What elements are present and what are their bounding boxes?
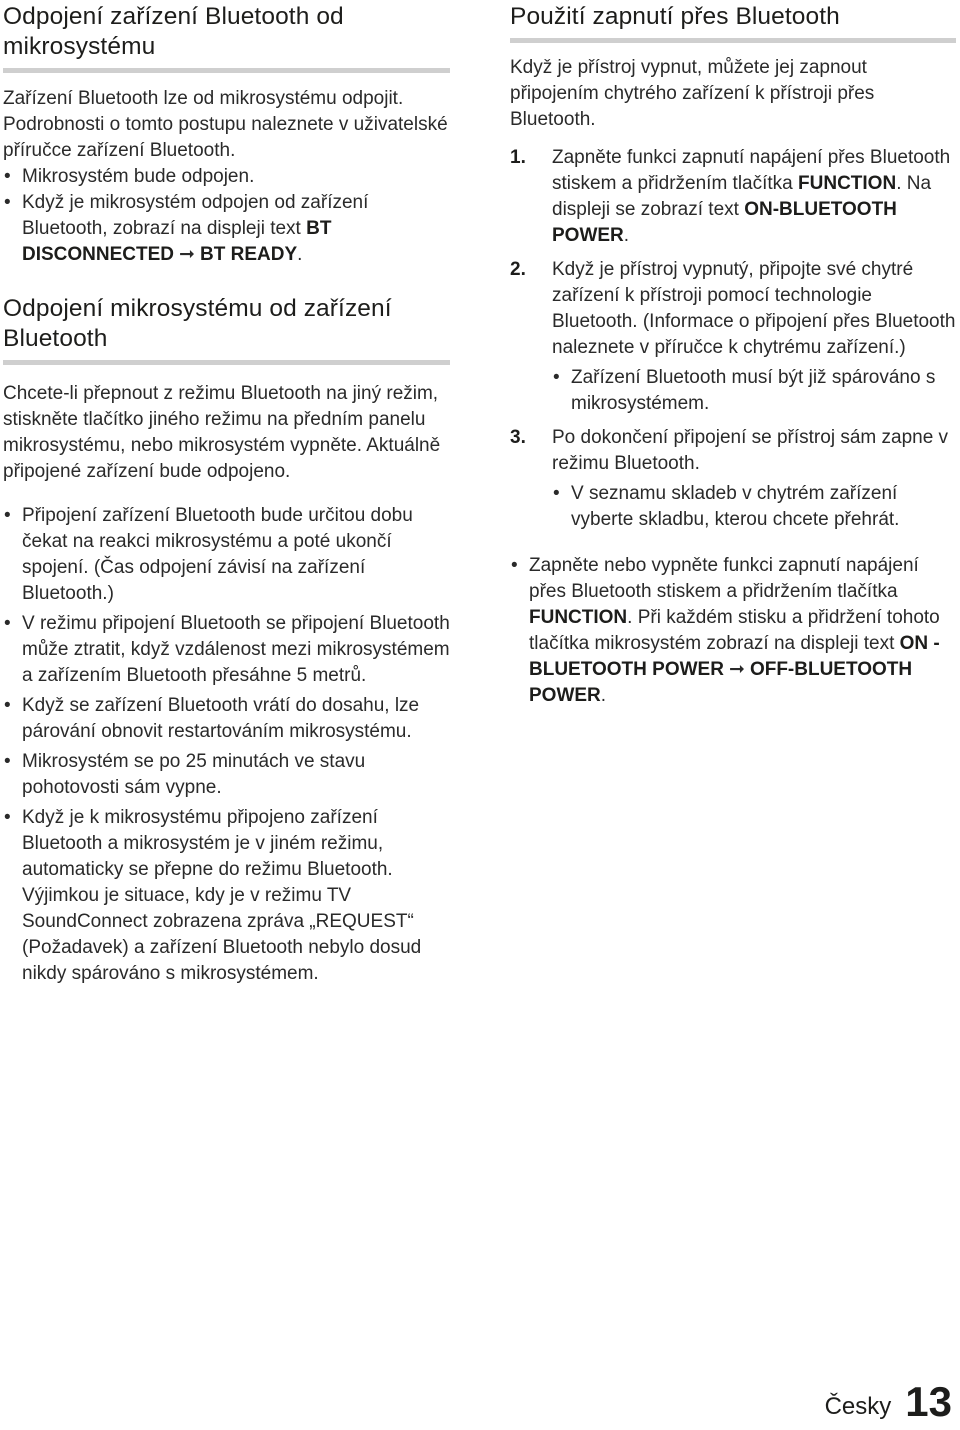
page-number: 13 [905,1378,952,1425]
bullet-icon: • [4,807,11,828]
section-intro: Chcete-li přepnout z režimu Bluetooth na jiný režim, stiskněte tlačítko jiného režimu na předním panelu mikrosystému, nebo mikrosystém vypněte. Aktuálně připojené zařízení bude odpojeno. [3,383,441,482]
list-item [3,693,450,745]
bullet-text: Mikrosystém bude odpojen. [22,166,255,187]
bullet-icon: • [4,751,11,772]
bullet-text: . Při každém stisku a přidržení tohoto tlačítka mikrosystém zobrazí na displeji text [529,607,940,654]
bullet-list [552,481,956,533]
step-text: Po dokončení připojení se přístroj sám zapne v režimu Bluetooth. [552,427,949,474]
bullet-icon: • [4,695,11,716]
bullet-text: Zapněte nebo vypněte funkci zapnutí napájení přes Bluetooth stiskem a přidržením tlačítka [529,555,919,602]
bullet-list [3,164,450,268]
step-item [510,425,956,533]
bullet-icon: • [511,555,518,576]
list-item [3,805,450,987]
list-item [552,365,956,417]
bullet-text-end: . [600,685,607,706]
bullet-icon: • [4,505,11,526]
button-name-function: FUNCTION [798,173,897,194]
bullet-text: Když je mikrosystém odpojen od zařízení Bluetooth, zobrazí na displeji text [22,192,369,239]
arrow-right-icon: ➞ [179,244,195,265]
section-heading: Odpojení zařízení Bluetooth od mikrosystému [3,0,450,73]
bullet-text: V seznamu skladeb v chytrém zařízení vyberte skladbu, kterou chcete přehrát. [571,483,900,530]
bullet-text: Připojení zařízení Bluetooth bude určitou dobu čekat na reakci mikrosystému a poté ukončí spojení. (Čas odpojení závisí na zařízení Bluetooth.) [22,505,413,604]
page-footer [825,1380,952,1424]
steps-list [510,145,956,533]
bullet-icon: • [553,483,560,504]
left-column [3,0,450,987]
section-intro: Zařízení Bluetooth lze od mikrosystému odpojit. Podrobnosti o tomto postupu naleznete v uživatelské příručce zařízení Bluetooth. [3,88,448,161]
section-heading: Odpojení mikrosystému od zařízení Bluetooth [3,292,450,365]
bullet-list [552,365,956,417]
step-number: 2. [510,259,526,280]
bullet-text: Zařízení Bluetooth musí být již spárováno s mikrosystémem. [571,367,936,414]
bullet-list [3,503,450,987]
section-disconnect-system [3,292,450,987]
list-item [3,611,450,689]
list-item [552,481,956,533]
bullet-text: V režimu připojení Bluetooth se připojení Bluetooth může ztratit, když vzdálenost mezi mikrosystémem a zařízením Bluetooth přesáhne 5 metrů. [22,613,450,686]
section-disconnect-device [3,0,450,268]
step-item [510,257,956,417]
bullet-text-end: . [297,244,303,265]
arrow-right-icon: ➞ [728,659,745,680]
display-text-off-bluetooth-power: OFF-BLUETOOTH POWER [529,659,913,706]
step-number: 3. [510,427,526,448]
right-column [510,0,956,709]
bullet-icon: • [4,192,11,213]
display-text-bt-disconnected: BT DISCONNECTED [22,218,332,265]
list-item [3,164,450,190]
display-text-on-bluetooth-power: ON-BLUETOOTH POWER [552,199,897,246]
step-text: . Na displeji se zobrazí text [552,173,932,220]
list-item [510,553,956,709]
bullet-text: Když je k mikrosystému připojeno zařízení Bluetooth a mikrosystém je v jiném režimu, automaticky se přepne do režimu Bluetooth. Výjimkou je situace, kdy je v režimu TV SoundConnect zobrazena zpráva „REQUEST“ (Požadavek) a zařízení Bluetooth nebylo dosud nikdy spárováno s mikrosystémem. [22,807,422,984]
list-item [3,749,450,801]
list-item [3,503,450,607]
display-text-on-bluetooth-power: ON -BLUETOOTH POWER [529,633,940,680]
section-intro: Když je přístroj vypnut, můžete jej zapnout připojením chytrého zařízení k přístroji přes Bluetooth. [510,57,875,130]
section-bluetooth-power-on [510,0,956,709]
bullet-icon: • [4,613,11,634]
language-label: Česky [824,1393,892,1420]
bullet-text: Mikrosystém se po 25 minutách ve stavu pohotovosti sám vypne. [22,751,366,798]
list-item [3,190,450,268]
step-text: Zapněte funkci zapnutí napájení přes Bluetooth stiskem a přidržením tlačítka [552,147,951,194]
bullet-text: Když se zařízení Bluetooth vrátí do dosahu, lze párování obnovit restartováním mikrosystému. [22,695,420,742]
bullet-list [510,553,956,709]
step-number: 1. [510,147,526,168]
bullet-icon: • [553,367,560,388]
step-text: . [623,225,630,246]
step-item [510,145,956,249]
step-text: Když je přístroj vypnutý, připojte své chytré zařízení k přístroji pomocí technologie Bluetooth. (Informace o připojení přes Bluetooth naleznete v příručce k chytrému zařízení.) [552,259,956,358]
bullet-icon: • [4,166,11,187]
button-name-function: FUNCTION [529,607,628,628]
display-text-bt-ready: BT READY [200,244,298,265]
section-heading: Použití zapnutí přes Bluetooth [510,0,956,43]
